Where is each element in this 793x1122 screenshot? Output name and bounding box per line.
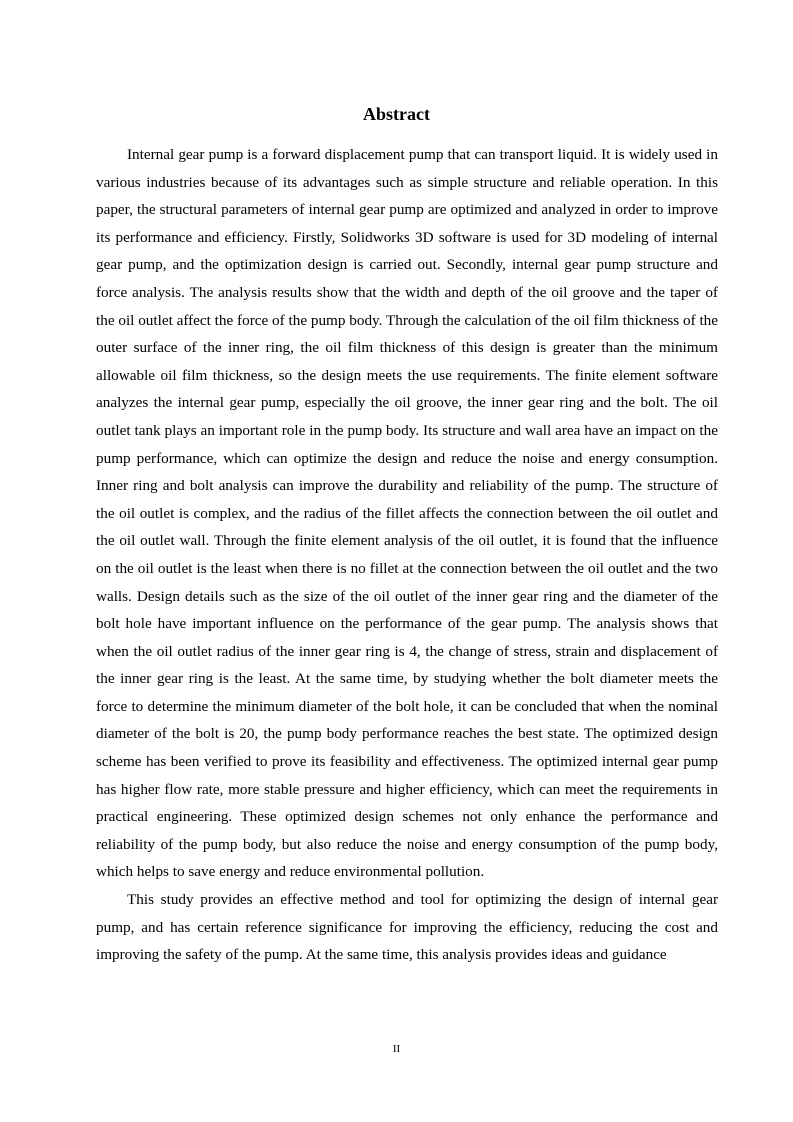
abstract-body [96,141,718,969]
paragraph: This study provides an effective method and tool for optimizing the design of internal gear pump, and has certain reference significance for improving the efficiency, reducing the cost and improving the safety of the pump. At the same time, this analysis provides ideas and guidance [96,891,718,964]
page-title: Abstract [363,104,430,124]
paragraph: Internal gear pump is a forward displacement pump that can transport liquid. It is widely used in various industries because of its advantages such as simple structure and reliable operation. In this paper, the structural parameters of internal gear pump are optimized and analyzed in order to improve its performance and efficiency. Firstly, Solidworks 3D software is used for 3D modeling of internal gear pump, and the optimization design is carried out. Secondly, internal gear pump structure and force analysis. The analysis results show that the width and depth of the oil groove and the taper of the oil outlet affect the force of the pump body. Through the calculation of the oil film thickness of the outer surface of the inner ring, the oil film thickness of this design is greater than the minimum allowable oil film thickness, so the design meets the use requirements. The finite element software analyzes the internal gear pump, especially the oil groove, the inner gear ring and the bolt. The oil outlet tank plays an important role in the pump body. Its structure and wall area have an impact on the pump performance, which can optimize the design and reduce the noise and energy consumption. Inner ring and bolt analysis can improve the durability and reliability of the pump. The structure of the oil outlet is complex, and the radius of the fillet affects the connection between the oil outlet and the oil outlet wall. Through the finite element analysis of the oil outlet, it is found that the influence on the oil outlet is the least when there is no fillet at the connection between the oil outlet and the two walls. Design details such as the size of the oil outlet of the inner gear ring and the diameter of the bolt hole have important influence on the performance of the gear pump. The analysis shows that when the oil outlet radius of the inner gear ring is 4, the change of stress, strain and displacement of the inner gear ring is the least. At the same time, by studying whether the bolt diameter meets the force to determine the minimum diameter of the bolt hole, it can be concluded that when the nominal diameter of the bolt is 20, the pump body performance reaches the best state. The optimized design scheme has been verified to prove its feasibility and effectiveness. The optimized internal gear pump has higher flow rate, more stable pressure and higher efficiency, which can meet the requirements in practical engineering. These optimized design schemes not only enhance the performance and reliability of the pump body, but also reduce the noise and energy consumption of the pump body, which helps to save energy and reduce environmental pollution. [96,146,718,881]
page-number: II [392,1043,401,1055]
